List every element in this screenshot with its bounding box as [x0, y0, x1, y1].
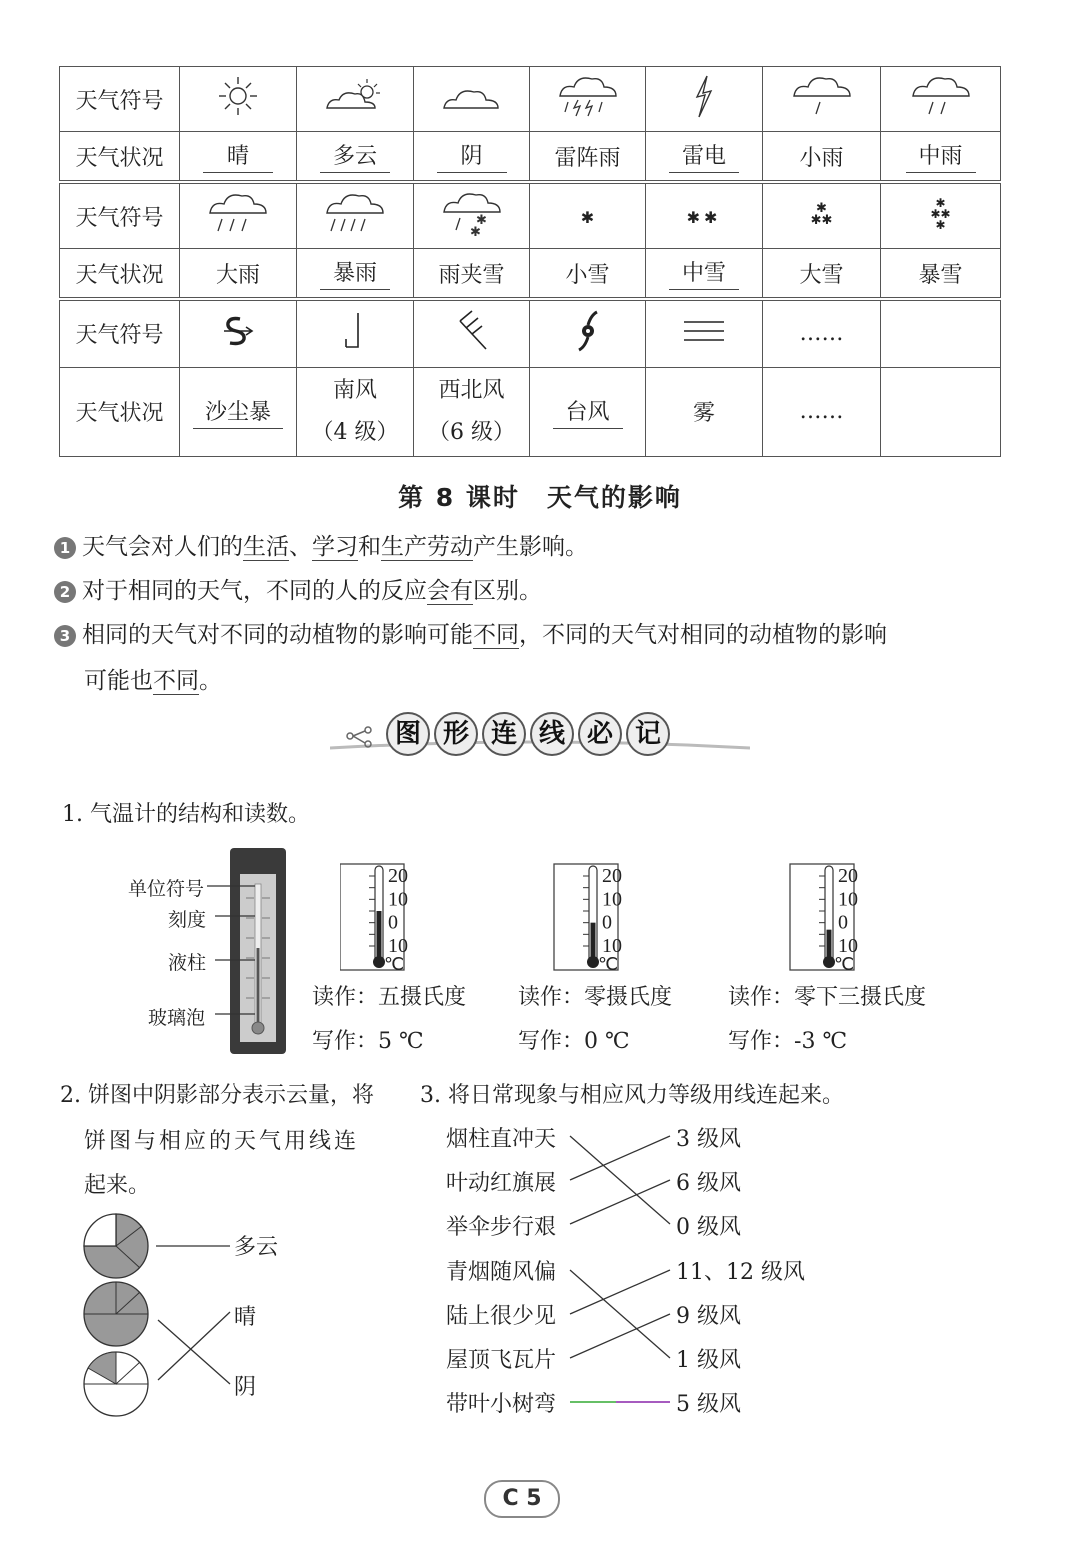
condition-cell: 台风 — [553, 395, 623, 429]
condition-cell: 多云 — [320, 139, 390, 173]
condition-cell: 小雪 — [565, 262, 610, 288]
moderate-rain-icon — [881, 67, 1001, 132]
condition-cell-northwest-wind-level: （6 级） — [428, 419, 515, 445]
condition-cell: 大雨 — [215, 262, 260, 288]
wind-level-item: 1 级风 — [676, 1348, 741, 1373]
label-unit-symbol: 单位符号 — [128, 878, 205, 900]
condition-cell: 小雨 — [799, 145, 844, 171]
wind-matching-lines — [566, 1120, 676, 1420]
empty-cell — [881, 367, 1001, 456]
unit-label: ℃ — [384, 954, 405, 974]
thermometer-diagrams — [340, 862, 960, 974]
row-label-symbol: 天气符号 — [60, 67, 180, 132]
label-liquid-column: 液柱 — [168, 952, 207, 974]
typhoon-icon — [530, 299, 646, 367]
reading-3 — [728, 980, 926, 1011]
weather-option-sunny: 晴 — [234, 1305, 257, 1330]
point-1 — [54, 524, 588, 570]
writing-1 — [312, 1024, 424, 1055]
reading-1 — [312, 980, 466, 1011]
wind-level-item: 5 级风 — [676, 1392, 741, 1417]
number-badge: 2 — [54, 581, 76, 603]
svg-text:✱: ✱ — [475, 213, 487, 228]
svg-text:✱: ✱ — [469, 225, 481, 238]
unit-label: ℃ — [834, 954, 855, 974]
point-2 — [54, 568, 542, 614]
condition-cell: 暴雪 — [918, 262, 963, 288]
pie-sunny — [84, 1352, 148, 1416]
wind-level-item: 11、12 级风 — [676, 1260, 805, 1285]
condition-cell: 中雨 — [906, 139, 976, 173]
condition-cell: 大雪 — [799, 262, 844, 288]
label-pointer-lines — [205, 880, 265, 1020]
empty-cell — [881, 299, 1001, 367]
reading-value: 五摄氏度 — [378, 985, 467, 1010]
text: 读作： — [312, 985, 379, 1010]
writing-3 — [728, 1024, 847, 1055]
condition-cell: 沙尘暴 — [193, 395, 283, 429]
answer: 会有 — [427, 578, 473, 604]
row-label-condition: 天气状况 — [60, 132, 180, 183]
phenomenon-item: 带叶小树弯 — [446, 1392, 557, 1417]
condition-cell-south-wind: 南风 — [332, 377, 377, 403]
page-number: C 5 — [484, 1480, 560, 1518]
answer: 不同 — [153, 668, 199, 694]
answer: 不同 — [473, 622, 519, 648]
question-1-title: 1. 气温计的结构和读数。 — [62, 802, 310, 827]
section-banner — [330, 706, 750, 766]
condition-cell: 雾 — [692, 401, 715, 426]
phenomenon-item: 陆上很少见 — [446, 1304, 557, 1329]
condition-cell: 晴 — [203, 139, 273, 173]
reading-2 — [518, 980, 672, 1011]
text: 天气会对人们的 — [82, 534, 243, 560]
moderate-snow-icon: ✱✱ — [646, 182, 763, 249]
cloudy-icon — [297, 67, 414, 132]
cloud-pie-charts — [80, 1212, 260, 1422]
number-badge: 1 — [54, 537, 76, 559]
phenomenon-item: 屋顶飞瓦片 — [446, 1348, 557, 1373]
weather-option-cloudy: 多云 — [234, 1235, 279, 1260]
condition-cell: …… — [799, 399, 844, 424]
scale-label: 0 — [602, 911, 612, 934]
banner-char: 图 — [386, 712, 430, 756]
symbol-ellipsis: …… — [799, 321, 844, 347]
scale-label: 10 — [388, 935, 408, 957]
overcast-icon — [414, 67, 530, 132]
sunny-icon — [180, 67, 297, 132]
pie-mostly-cloudy — [84, 1214, 148, 1278]
condition-cell-northwest-wind: 西北风 — [438, 377, 505, 403]
condition-cell: 暴雨 — [320, 256, 390, 290]
scale-label: 10 — [602, 935, 622, 957]
rainstorm-icon — [297, 182, 414, 249]
row-label-condition: 天气状况 — [60, 367, 180, 456]
question-2-line2: 饼图与相应的天气用线连 — [84, 1129, 360, 1154]
heavy-snow-icon: ✱ ✱✱ — [763, 182, 881, 249]
scale-label: 0 — [838, 911, 848, 934]
text: 和 — [358, 534, 381, 560]
pie-overcast — [84, 1282, 148, 1346]
text: 区别。 — [473, 578, 542, 604]
writing-value: -3 ℃ — [794, 1029, 848, 1054]
phenomenon-item: 叶动红旗展 — [446, 1171, 557, 1196]
answer: 学习 — [312, 534, 358, 560]
scale-label: 20 — [838, 865, 858, 887]
phenomenon-item: 烟柱直冲天 — [446, 1127, 557, 1152]
scale-label: 20 — [388, 865, 408, 887]
blizzard-icon: ✱ ✱✱ ✱ — [881, 182, 1001, 249]
south-wind-icon — [297, 299, 414, 367]
scale-label: 10 — [838, 888, 858, 911]
wind-level-item: 0 级风 — [676, 1215, 741, 1240]
banner-char: 形 — [434, 712, 478, 756]
point-3 — [54, 612, 1014, 704]
text: 读作： — [728, 985, 795, 1010]
answer: 生产劳动 — [381, 534, 473, 560]
scale-label: 10 — [838, 935, 858, 957]
text: 对于相同的天气，不同的人的反应 — [82, 578, 427, 604]
text: 相同的天气对不同的动植物的影响可能 — [82, 622, 473, 648]
sleet-icon — [414, 182, 530, 249]
text: ，不同的天气对相同的动植物的影响 — [519, 622, 887, 648]
fog-icon — [646, 299, 763, 367]
label-scale: 刻度 — [168, 909, 207, 931]
lesson-title: 第 8 课时 天气的影响 — [398, 483, 682, 512]
writing-value: 0 ℃ — [584, 1029, 630, 1054]
banner-char: 连 — [482, 712, 526, 756]
phenomenon-item: 举伞步行艰 — [446, 1215, 557, 1240]
text: 。 — [199, 668, 222, 694]
wind-level-item: 6 级风 — [676, 1171, 741, 1196]
condition-cell: 雷电 — [669, 139, 739, 173]
condition-cell: 雨夹雪 — [438, 262, 505, 288]
heavy-rain-icon — [180, 182, 297, 249]
scale-label: 10 — [602, 888, 622, 911]
condition-cell: 阴 — [437, 139, 507, 173]
scale-label: 20 — [602, 865, 622, 887]
label-glass-bulb: 玻璃泡 — [148, 1007, 206, 1029]
light-rain-icon — [763, 67, 881, 132]
banner-char: 线 — [530, 712, 574, 756]
thunder-shower-icon — [530, 67, 646, 132]
wind-level-item: 9 级风 — [676, 1304, 741, 1329]
condition-cell: 雷阵雨 — [554, 145, 621, 171]
writing-2 — [518, 1024, 630, 1055]
northwest-wind-icon — [414, 299, 530, 367]
text: 读作： — [518, 985, 585, 1010]
reading-value: 零下三摄氏度 — [794, 985, 927, 1010]
question-3-title: 3. 将日常现象与相应风力等级用线连起来。 — [420, 1083, 844, 1108]
text: 产生影响。 — [473, 534, 588, 560]
row-label-symbol: 天气符号 — [60, 182, 180, 249]
scale-label: 0 — [388, 911, 398, 934]
scale-label: 10 — [388, 888, 408, 911]
light-snow-icon: ✱ — [530, 182, 646, 249]
condition-cell: 中雪 — [669, 256, 739, 290]
weather-symbol-table — [59, 66, 1001, 457]
row-label-condition: 天气状况 — [60, 249, 180, 300]
question-2-line1: 2. 饼图中阴影部分表示云量，将 — [60, 1083, 374, 1108]
sandstorm-icon — [180, 299, 297, 367]
number-badge: 3 — [54, 625, 76, 647]
banner-char: 必 — [578, 712, 622, 756]
writing-value: 5 ℃ — [378, 1029, 424, 1054]
phenomenon-item: 青烟随风偏 — [446, 1260, 557, 1285]
reading-value: 零摄氏度 — [584, 985, 673, 1010]
banner-char: 记 — [626, 712, 670, 756]
text: 写作： — [518, 1029, 585, 1054]
wind-level-item: 3 级风 — [676, 1127, 741, 1152]
answer: 生活 — [243, 534, 289, 560]
thermometer-liquid-column — [377, 911, 382, 962]
unit-label: ℃ — [598, 954, 619, 974]
row-label-symbol: 天气符号 — [60, 299, 180, 367]
text: 可能也 — [84, 668, 153, 694]
question-2-line3: 起来。 — [84, 1173, 151, 1198]
lightning-icon — [646, 67, 763, 132]
condition-cell-south-wind-level: （4 级） — [311, 419, 399, 445]
weather-option-overcast: 阴 — [234, 1375, 257, 1400]
text: 、 — [289, 534, 312, 560]
text: 写作： — [728, 1029, 795, 1054]
text: 写作： — [312, 1029, 379, 1054]
